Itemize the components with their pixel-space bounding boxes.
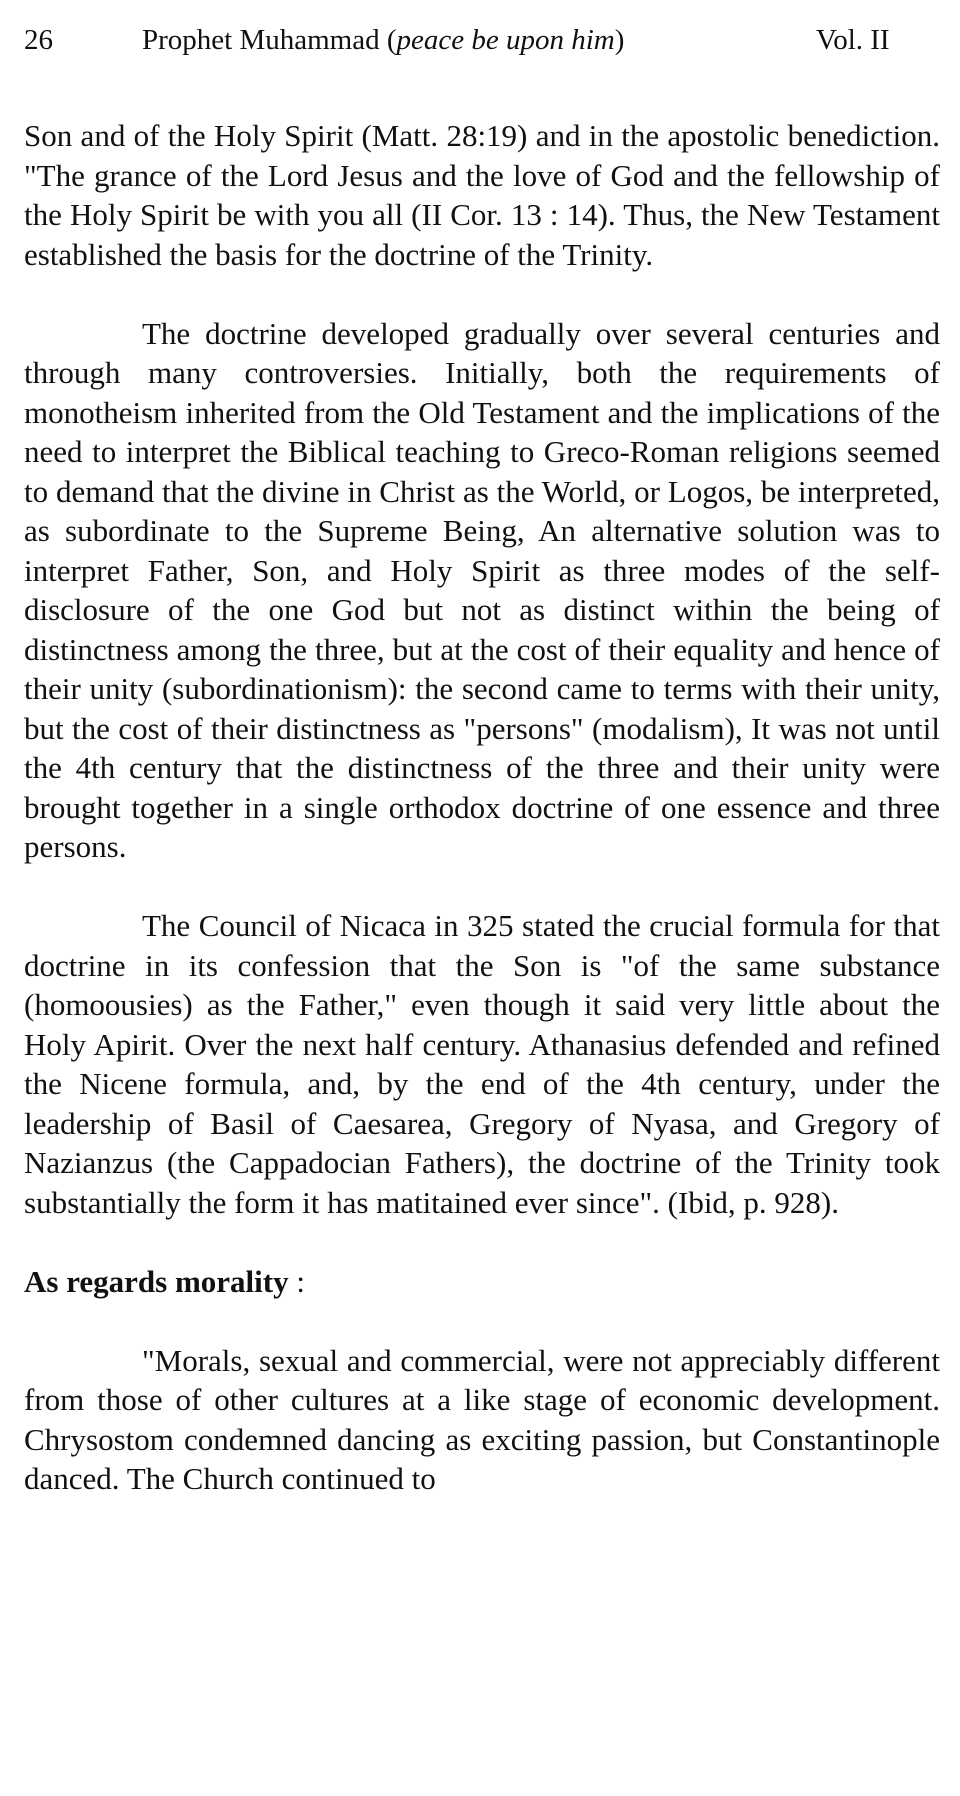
section-heading-text: As regards morality	[24, 1263, 289, 1299]
running-title-main: Prophet Muhammad (	[142, 24, 397, 56]
paragraph-doctrine-development: The doctrine developed gradually over several centuries and through many controversies. Initially, both the requirements of monotheism inherited from the Old Testament and the implications of the need to interpret the Biblical teaching to Greco-Roman religions seemed to demand that the divine in Christ as the World, or Logos, be interpreted, as subordinate to the Supreme Being, An alternative solution was to interpret Father, Son, and Holy Spirit as three modes of the self-disclosure of the one God but not as distinct within the being of distinctness among the three, but at the cost of their equality and hence of their unity (subordinationism): the second came to terms with their unity, but the cost of their distinctness as "persons" (modalism), It was not until the 4th century that the distinctness of the three and their unity were brought together in a single orthodox doctrine of one essence and three persons.	[24, 315, 940, 864]
paragraph-council-of-nicaea: The Council of Nicaca in 325 stated the crucial formula for that doctrine in its confession that the Son is "of the same substance (homoousies) as the Father," even though it said very little about the Holy Apirit. Over the next half century. Athanasius defended and refined the Nicene formula, and, by the end of the 4th century, under the leadership of Basil of Caesarea, Gregory of Nyasa, and Gregory of Nazianzus (the Cappadocian Fathers), the doctrine of the Trinity took substantially the form it has matitained ever since". (Ibid, p. 928).	[24, 908, 940, 1220]
running-title	[142, 16, 624, 64]
paragraph-morals: "Morals, sexual and commercial, were not appreciably different from those of other cultures at a like stage of economic development. Chrysostom condemned dancing as exciting passion, but Constantinople danced. The Church continued to	[24, 1342, 940, 1496]
running-title-close: )	[614, 24, 625, 56]
body-text	[24, 116, 940, 1499]
page-number: 26	[24, 24, 53, 56]
paragraph-trinity-basis: Son and of the Holy Spirit (Matt. 28:19) and in the apostolic benediction. "The grance of the Lord Jesus and the love of God and the fellowship of the Holy Spirit be with you all (II Cor. 13 : 14). Thus, the New Testament established the basis for the doctrine of the Trinity.	[24, 118, 940, 272]
book-page	[24, 16, 940, 1538]
running-title-italic: peace be upon him	[396, 24, 615, 56]
running-header	[24, 16, 940, 64]
section-heading	[24, 1262, 940, 1302]
section-heading-suffix: :	[288, 1263, 305, 1299]
volume-label: Vol. II	[816, 24, 890, 56]
